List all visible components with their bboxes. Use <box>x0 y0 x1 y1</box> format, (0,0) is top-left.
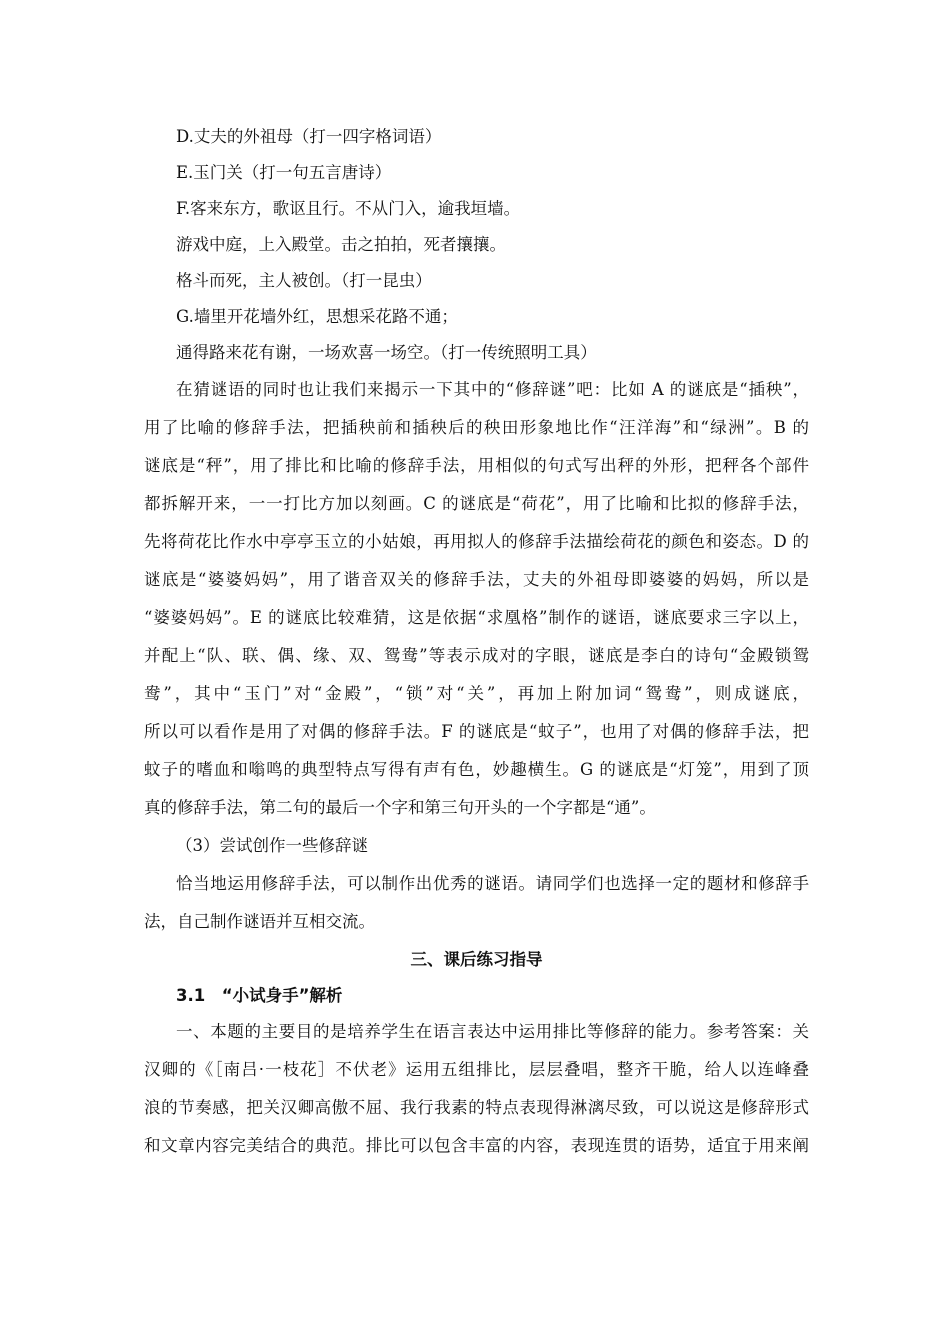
riddle-g-line-1: G.墙里开花墙外红，思想采花路不通； <box>176 307 458 326</box>
explanation-line: 谜底是“秤”，用了排比和比喻的修辞手法，用相似的句式写出秤的外形，把秤各个部件 <box>144 456 809 475</box>
answer-line: 浪的节奏感，把关汉卿高傲不屈、我行我素的特点表现得淋漓尽致，可以说这是修辞形式 <box>144 1098 809 1117</box>
riddle-f-line-2: 游戏中庭，上入殿堂。击之拍拍，死者攘攘。 <box>176 235 506 254</box>
step-3-title: （3）尝试创作一些修辞谜 <box>176 836 368 855</box>
riddle-g-line-2: 通得路来花有谢，一场欢喜一场空。（打一传统照明工具） <box>176 343 597 362</box>
explanation-line: 真的修辞手法，第二句的最后一个字和第三句开头的一个字都是“通”。 <box>144 798 656 817</box>
explanation-line: 在猜谜语的同时也让我们来揭示一下其中的“修辞谜”吧：比如 A 的谜底是“插秧”， <box>176 380 809 399</box>
subsection-heading: 3.1 “小试身手”解析 <box>176 986 343 1005</box>
explanation-line: 并配上“队、联、偶、缘、双、鸳鸯”等表示成对的字眼，谜底是李白的诗句“金殿锁鸳 <box>144 646 809 665</box>
explanation-line: 鸯”，其中“玉门”对“金殿”，“锁”对“关”，再加上附加词“鸳鸯”，则成谜底， <box>144 684 809 703</box>
riddle-f-line-3: 格斗而死，主人被创。（打一昆虫） <box>176 271 432 290</box>
explanation-line: “婆婆妈妈”。E 的谜底比较难猜，这是依据“求凰格”制作的谜语，谜底要求三字以上， <box>144 608 809 627</box>
section-heading: 三、课后练习指导 <box>410 950 543 969</box>
explanation-line: 蚊子的嗜血和嗡鸣的典型特点写得有声有色，妙趣横生。G 的谜底是“灯笼”，用到了顶 <box>144 760 809 779</box>
riddle-f-line-1: F.客来东方，歌讴且行。不从门入，逾我垣墙。 <box>176 199 521 218</box>
answer-line: 汉卿的《［南吕·一枝花］不伏老》运用五组排比，层层叠唱，整齐干脆，给人以连峰叠 <box>144 1060 809 1079</box>
answer-line: 一、本题的主要目的是培养学生在语言表达中运用排比等修辞的能力。参考答案：关 <box>176 1022 809 1041</box>
step-3-text-line: 恰当地运用修辞手法，可以制作出优秀的谜语。请同学们也选择一定的题材和修辞手 <box>176 874 809 893</box>
explanation-line: 先将荷花比作水中亭亭玉立的小姑娘，再用拟人的修辞手法描绘荷花的颜色和姿态。D 的 <box>144 532 809 551</box>
riddle-d: D.丈夫的外祖母（打一四字格词语） <box>176 127 442 146</box>
explanation-line: 谜底是“婆婆妈妈”，用了谐音双关的修辞手法，丈夫的外祖母即婆婆的妈妈，所以是 <box>144 570 809 589</box>
riddle-e: E.玉门关（打一句五言唐诗） <box>176 163 392 182</box>
explanation-line: 都拆解开来，一一打比方加以刻画。C 的谜底是“荷花”，用了比喻和比拟的修辞手法， <box>144 494 809 513</box>
explanation-line: 所以可以看作是用了对偶的修辞手法。F 的谜底是“蚊子”，也用了对偶的修辞手法，把 <box>144 722 809 741</box>
explanation-line: 用了比喻的修辞手法，把插秧前和插秧后的秧田形象地比作“汪洋海”和“绿洲”。B 的 <box>144 418 809 437</box>
step-3-text-line: 法，自己制作谜语并互相交流。 <box>144 912 375 931</box>
answer-line: 和文章内容完美结合的典范。排比可以包含丰富的内容，表现连贯的语势，适宜于用来阐 <box>144 1136 809 1155</box>
